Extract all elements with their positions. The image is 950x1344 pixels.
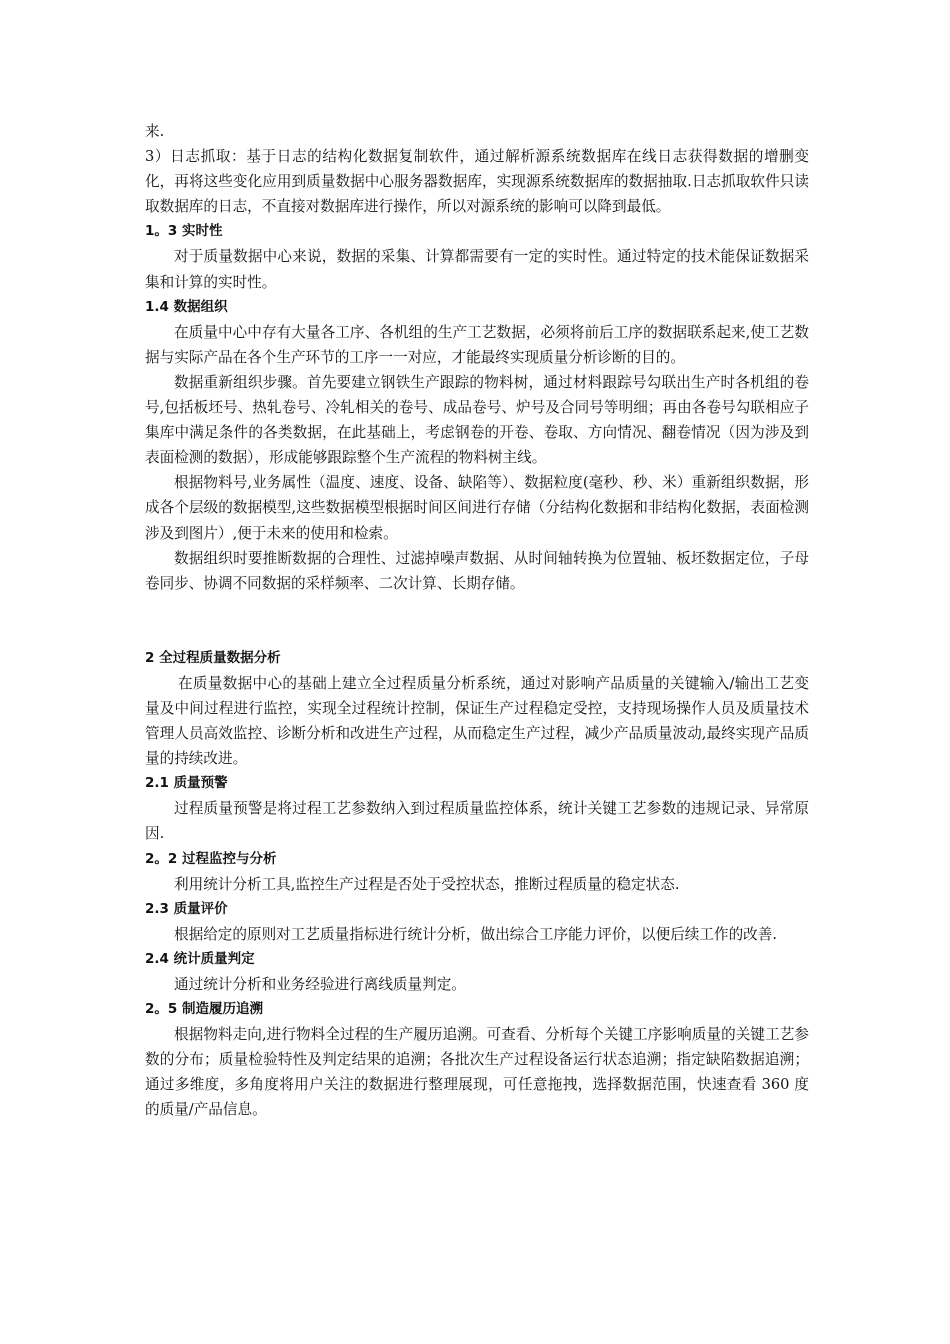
document-page: [145, 119, 809, 1123]
paragraph-1-4-b: 数据重新组织步骤。首先要建立钢铁生产跟踪的物料树，通过材料跟踪号勾联出生产时各机组的卷号,包括板坯号、热轧卷号、冷轧相关的卷号、成品卷号、炉号及合同号等明细；再由各卷号勾联相应子集库中满足条件的各类数据，在此基础上，考虑钢卷的开卷、卷取、方向情况、翻卷情况（因为涉及到表面检测的数据），形成能够跟踪整个生产流程的物料树主线。: [145, 373, 809, 467]
paragraph-2-5: 根据物料走向,进行物料全过程的生产履历追溯。可查看、分析每个关键工序影响质量的关键工艺参数的分布；质量检验特性及判定结果的追溯；各批次生产过程设备运行状态追溯；指定缺陷数据追溯；通过多维度，多角度将用户关注的数据进行整理展现，可任意拖拽，选择数据范围，快速查看 360 度的质量/产品信息。: [145, 1026, 809, 1119]
paragraph-2-1: 过程质量预警是将过程工艺参数纳入到过程质量监控体系，统计关键工艺参数的违规记录、异常原因.: [145, 800, 809, 843]
paragraph-1-4-a: 在质量中心中存有大量各工序、各机组的生产工艺数据，必须将前后工序的数据联系起来,使工艺数据与实际产品在各个生产环节的工序一一对应，才能最终实现质量分析诊断的目的。: [145, 323, 809, 366]
heading-2-4: 2.4 统计质量判定: [145, 950, 255, 967]
paragraph-2: 在质量数据中心的基础上建立全过程质量分析系统，通过对影响产品质量的关键输入/输出工艺变量及中间过程进行监控，实现全过程统计控制，保证生产过程稳定受控，支持现场操作人员及质量技术管理人员高效监控、诊断分析和改进生产过程，从而稳定生产过程，减少产品质量波动,最终实现产品质量的持续改进。: [145, 674, 809, 768]
paragraph-2-4: 通过统计分析和业务经验进行离线质量判定。: [174, 976, 466, 993]
heading-1-3: 1。3 实时性: [145, 223, 223, 240]
paragraph-continuation: 来.: [145, 123, 165, 140]
section-spacer: [145, 596, 809, 646]
heading-2-5: 2。5 制造履历追溯: [145, 1001, 263, 1018]
heading-2-2: 2。2 过程监控与分析: [145, 850, 277, 867]
paragraph-2-2: 利用统计分析工具,监控生产过程是否处于受控状态，推断过程质量的稳定状态.: [174, 875, 680, 893]
heading-1-4: 1.4 数据组织: [145, 298, 228, 315]
paragraph-1-4-c: 根据物料号,业务属性（温度、速度、设备、缺陷等）、数据粒度(毫秒、秒、米）重新组织数据，形成各个层级的数据模型,这些数据模型根据时间区间进行存储（分结构化数据和非结构化数据，表面检测涉及到图片）,便于未来的使用和检索。: [145, 474, 809, 542]
paragraph-1-4-d: 数据组织时要推断数据的合理性、过滤掉噪声数据、从时间轴转换为位置轴、板坯数据定位，子母卷同步、协调不同数据的采样频率、二次计算、长期存储。: [145, 549, 809, 592]
heading-2-1: 2.1 质量预警: [145, 775, 228, 792]
heading-2-3: 2.3 质量评价: [145, 900, 228, 917]
heading-2: 2 全过程质量数据分析: [145, 649, 281, 666]
paragraph-2-3: 根据给定的原则对工艺质量指标进行统计分析，做出综合工序能力评价，以便后续工作的改善.: [174, 925, 777, 943]
paragraph-log-capture: 3）日志抓取：基于日志的结构化数据复制软件，通过解析源系统数据库在线日志获得数据的增删变化，再将这些变化应用到质量数据中心服务器数据库，实现源系统数据库的数据抽取.日志抓取软件只读取数据库的日志，不直接对数据库进行操作，所以对源系统的影响可以降到最低。: [145, 148, 809, 216]
paragraph-1-3: 对于质量数据中心来说，数据的采集、计算都需要有一定的实时性。通过特定的技术能保证数据采集和计算的实时性。: [145, 248, 809, 291]
